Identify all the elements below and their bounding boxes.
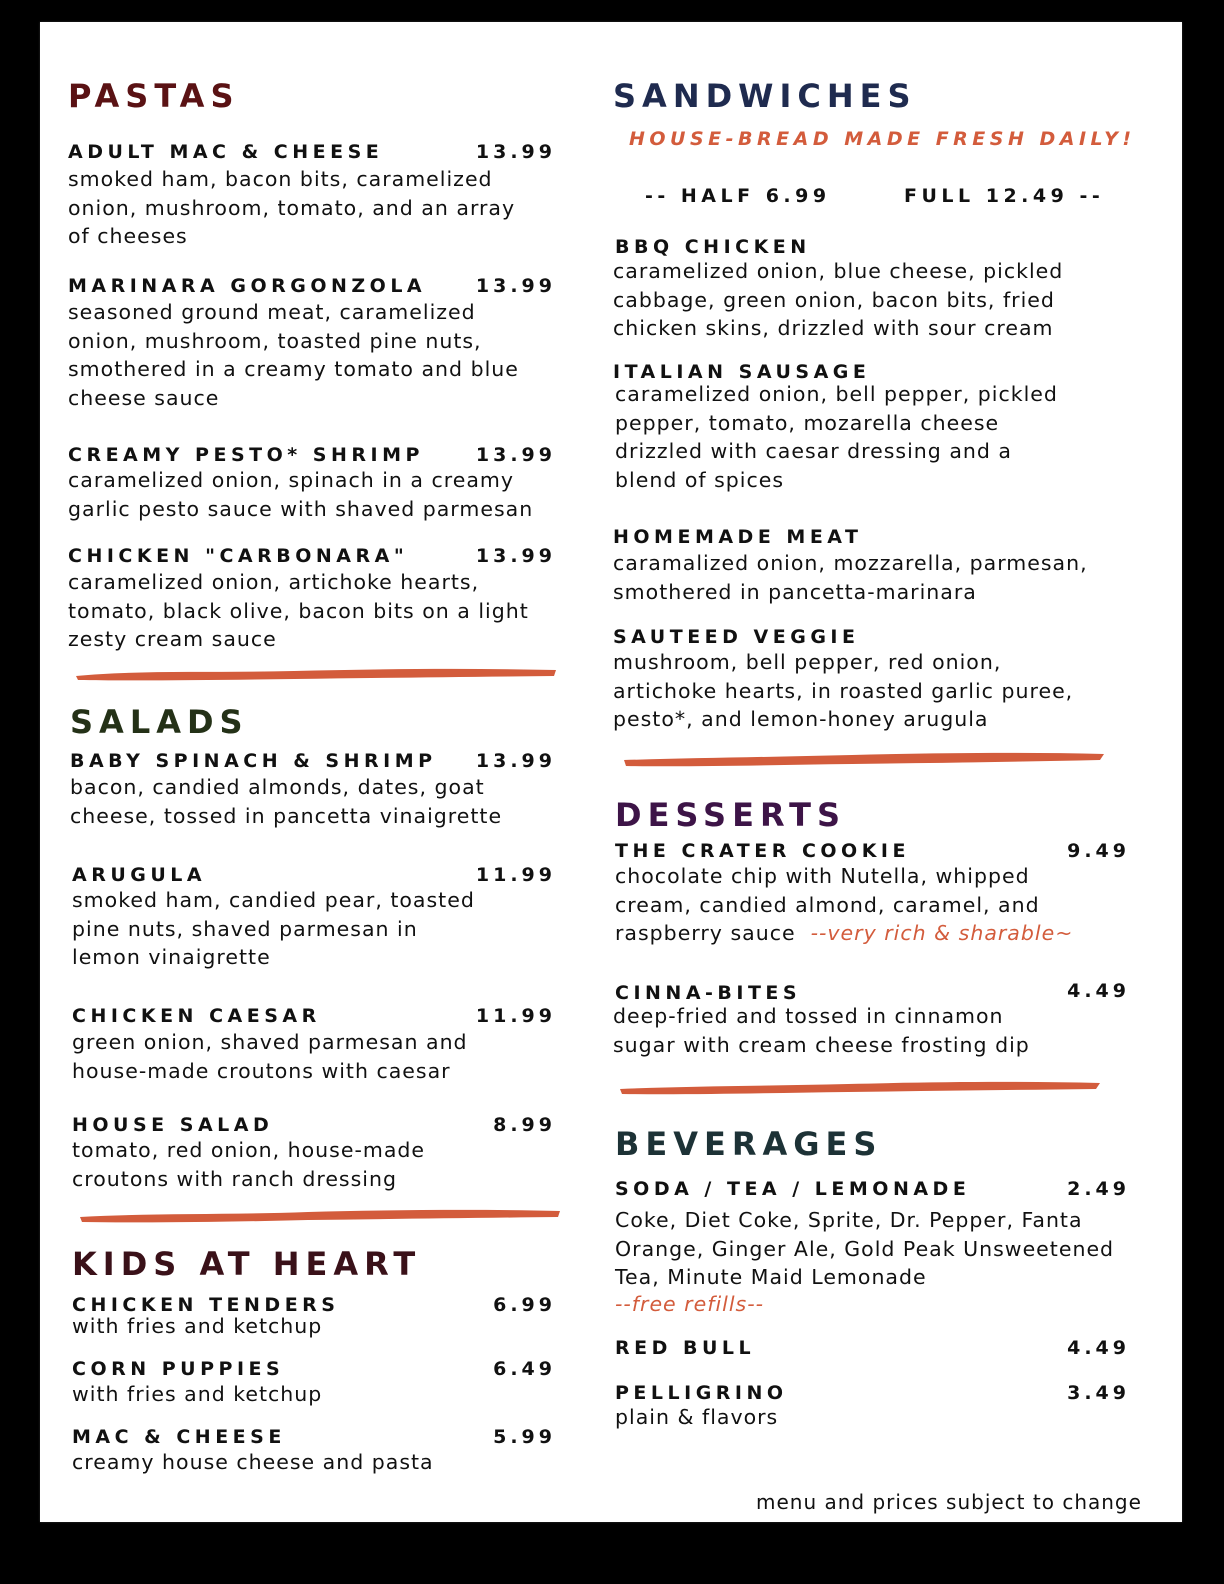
menu-item-name: ADULT MAC & CHEESE: [68, 141, 384, 163]
menu-item-description: plain & flavors: [615, 1405, 779, 1429]
brush-stroke-divider: [618, 1078, 1102, 1098]
menu-item-name: SAUTEED VEGGIE: [613, 626, 860, 648]
sandwiches-heading: SANDWICHES: [613, 77, 917, 115]
menu-item-name: CHICKEN CAESAR: [72, 1005, 321, 1027]
footer-note: menu and prices subject to change: [756, 1490, 1142, 1514]
brush-stroke-divider: [78, 1206, 562, 1226]
menu-item-name: CREAMY PESTO* SHRIMP: [68, 444, 424, 466]
menu-item-description: creamy house cheese and pasta: [72, 1450, 434, 1474]
menu-item-name: BBQ CHICKEN: [615, 236, 811, 258]
menu-item-description: with fries and ketchup: [72, 1382, 323, 1406]
menu-item-name: ITALIAN SAUSAGE: [613, 361, 871, 383]
menu-item-description: green onion, shaved parmesan and house-made croutons with caesar: [72, 1030, 468, 1083]
menu-item-description: caramelized onion, spinach in a creamy garlic pesto sauce with shaved parmesan: [68, 468, 534, 521]
menu-item-price: 6.49: [493, 1358, 556, 1380]
menu-page: [40, 22, 1182, 1522]
menu-item-name: SODA / TEA / LEMONADE: [615, 1178, 971, 1200]
menu-item-price: 13.99: [475, 444, 556, 466]
brush-stroke-divider: [622, 750, 1106, 770]
pastas-heading: PASTAS: [68, 77, 240, 115]
menu-item-name: ARUGULA: [72, 864, 207, 886]
menu-item-name: MARINARA GORGONZOLA: [68, 275, 427, 297]
menu-item-description: [615, 862, 1085, 948]
menu-item-price: 5.99: [493, 1426, 556, 1448]
menu-item-name: BABY SPINACH & SHRIMP: [70, 750, 437, 772]
menu-item-note: --free refills--: [615, 1292, 764, 1316]
beverages-heading: BEVERAGES: [615, 1125, 883, 1163]
kids-heading: KIDS AT HEART: [72, 1245, 422, 1283]
menu-item-price: 4.49: [1067, 980, 1130, 1002]
menu-item-description: caramelized onion, bell pepper, pickled pepper, tomato, mozarella cheese drizzled with caesar dressing and a blend of spices: [615, 382, 1058, 492]
menu-item-price: 6.99: [493, 1294, 556, 1316]
menu-item-description-text: chocolate chip with Nutella, whipped cream, candied almond, caramel, and raspberry sauce: [615, 864, 1040, 945]
menu-item-price: 2.49: [1067, 1178, 1130, 1200]
menu-item-description: tomato, red onion, house-made croutons with ranch dressing: [72, 1138, 426, 1191]
menu-item-name: CHICKEN "CARBONARA": [68, 545, 409, 567]
brush-stroke-divider: [74, 664, 558, 684]
menu-item-name: CHICKEN TENDERS: [72, 1294, 340, 1316]
menu-item-name: HOMEMADE MEAT: [613, 526, 863, 548]
menu-item-price: 11.99: [475, 864, 556, 886]
full-price: FULL 12.49 --: [904, 185, 1105, 207]
half-price: -- HALF 6.99: [645, 185, 831, 207]
menu-item-name: CORN PUPPIES: [72, 1358, 285, 1380]
menu-item-description: mushroom, bell pepper, red onion, artichoke hearts, in roasted garlic puree, pesto*, and lemon-honey arugula: [613, 650, 1074, 731]
sandwiches-tagline: HOUSE-BREAD MADE FRESH DAILY!: [629, 128, 1136, 150]
menu-item-description: caramelized onion, artichoke hearts, tomato, black olive, bacon bits on a light zesty cream sauce: [68, 570, 529, 651]
menu-item-description: deep-fried and tossed in cinnamon sugar with cream cheese frosting dip: [613, 1004, 1030, 1057]
menu-item-description: caramalized onion, mozzarella, parmesan, smothered in pancetta-marinara: [613, 551, 1088, 604]
menu-item-name: CINNA-BITES: [615, 982, 802, 1004]
menu-item-description: smoked ham, candied pear, toasted pine nuts, shaved parmesan in lemon vinaigrette: [72, 888, 475, 969]
menu-item-description: with fries and ketchup: [72, 1314, 323, 1338]
menu-item-price: 13.99: [475, 750, 556, 772]
menu-item-name: MAC & CHEESE: [72, 1426, 286, 1448]
menu-item-description: bacon, candied almonds, dates, goat cheese, tossed in pancetta vinaigrette: [70, 775, 503, 828]
menu-item-description: caramelized onion, blue cheese, pickled cabbage, green onion, bacon bits, fried chicken skins, drizzled with sour cream: [613, 259, 1064, 340]
menu-item-price: 3.49: [1067, 1382, 1130, 1404]
menu-item-description: Coke, Diet Coke, Sprite, Dr. Pepper, Fanta Orange, Ginger Ale, Gold Peak Unsweetened Tea, Minute Maid Lemonade: [615, 1208, 1115, 1289]
menu-item-price: 9.49: [1067, 840, 1130, 862]
menu-item-price: 13.99: [475, 545, 556, 567]
menu-item-price: 13.99: [475, 275, 556, 297]
menu-item-name: THE CRATER COOKIE: [615, 840, 910, 862]
menu-item-price: 13.99: [475, 141, 556, 163]
menu-item-price: 11.99: [475, 1005, 556, 1027]
menu-item-description: smoked ham, bacon bits, caramelized onion, mushroom, tomato, and an array of cheeses: [68, 167, 516, 248]
menu-item-note: --very rich & sharable~: [810, 921, 1074, 945]
menu-item-name: HOUSE SALAD: [72, 1114, 274, 1136]
menu-item-name: RED BULL: [615, 1337, 756, 1359]
desserts-heading: DESSERTS: [615, 796, 847, 834]
menu-item-description: seasoned ground meat, caramelized onion, mushroom, toasted pine nuts, smothered in a creamy tomato and blue cheese sauce: [68, 300, 519, 410]
salads-heading: SALADS: [70, 703, 249, 741]
menu-item-price: 8.99: [493, 1114, 556, 1136]
menu-item-price: 4.49: [1067, 1337, 1130, 1359]
menu-item-name: PELLIGRINO: [615, 1382, 788, 1404]
